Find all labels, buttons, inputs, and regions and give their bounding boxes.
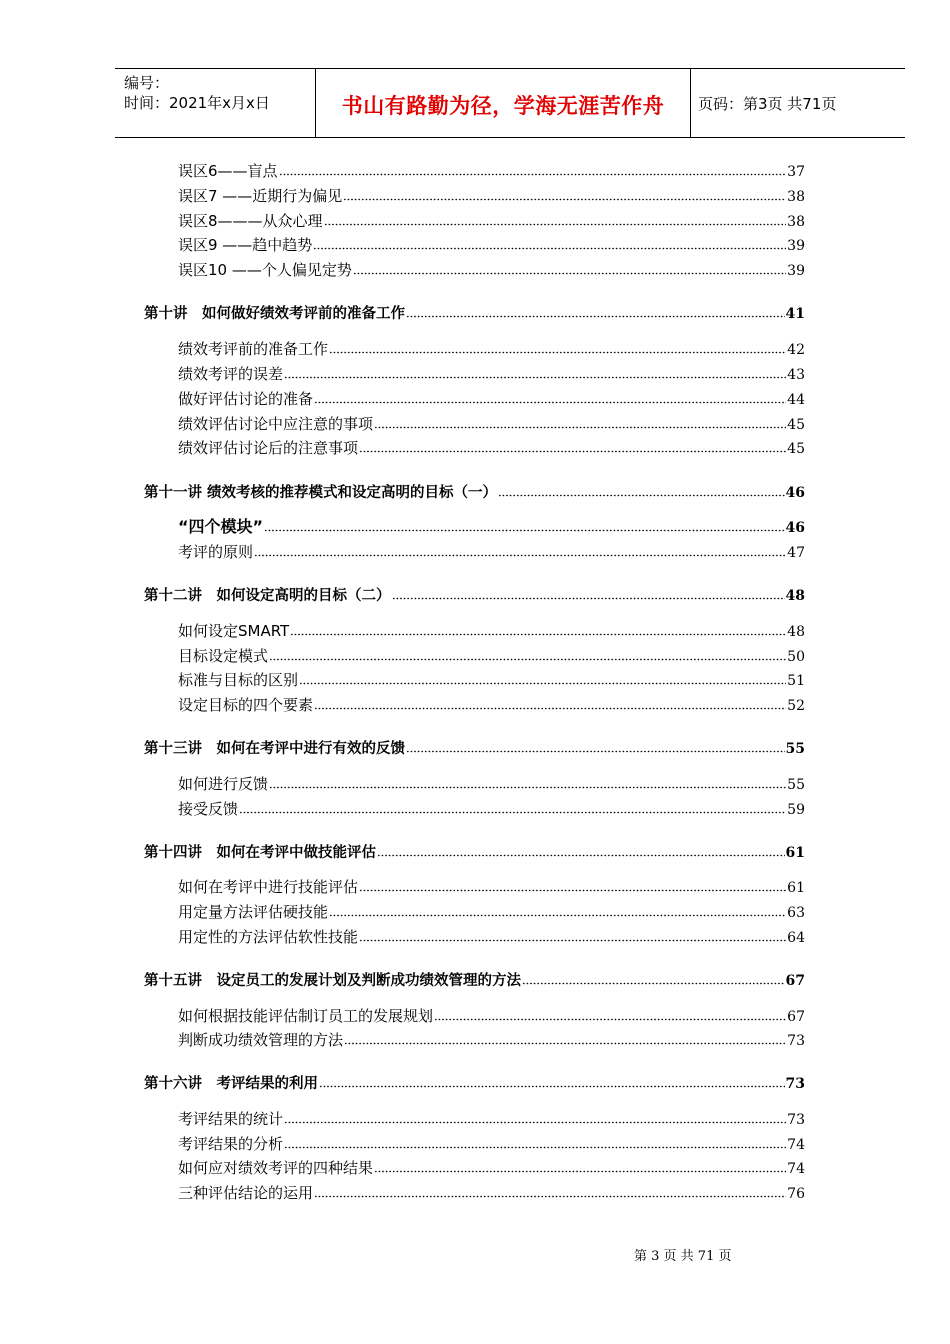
toc-entry-title: 第十讲 如何做好绩效考评前的准备工作 (144, 306, 405, 322)
toc-dot-leader (324, 212, 787, 226)
toc-dot-leader (377, 843, 785, 857)
toc-entry-title: 用定量方法评估硬技能 (178, 903, 329, 921)
toc-entry-title: 绩效评估讨论后的注意事项 (178, 439, 359, 457)
toc-entry-page-number: 41 (785, 306, 805, 322)
page-header (115, 68, 905, 138)
toc-chapter-entry[interactable] (144, 970, 805, 992)
toc-dot-leader (313, 236, 786, 250)
toc-entry-title: “四个模块” (178, 517, 264, 536)
toc-entry-page-number: 73 (785, 1076, 805, 1092)
toc-entry-title: 第十五讲 设定员工的发展计划及判断成功绩效管理的方法 (144, 973, 521, 989)
toc-entry[interactable] (178, 645, 805, 667)
toc-dot-leader (434, 1007, 786, 1021)
toc-dot-leader (329, 903, 786, 917)
toc-dot-leader (329, 340, 786, 354)
toc-entry[interactable] (178, 1029, 805, 1051)
toc-entry-title: 考评结果的统计 (178, 1110, 284, 1128)
toc-entry-page-number: 61 (787, 880, 805, 896)
toc-entry-page-number: 39 (787, 263, 805, 279)
toc-entry-title: 判断成功绩效管理的方法 (178, 1031, 344, 1049)
toc-entry-title: 第十四讲 如何在考评中做技能评估 (144, 845, 376, 861)
toc-dot-leader (359, 878, 786, 892)
toc-entry-page-number: 52 (787, 698, 805, 714)
toc-entry-page-number: 76 (787, 1186, 805, 1202)
toc-entry-page-number: 47 (787, 545, 805, 561)
toc-chapter-entry[interactable] (144, 842, 805, 864)
toc-entry[interactable] (178, 259, 805, 281)
toc-entry-title: 绩效评估讨论中应注意的事项 (178, 415, 374, 433)
toc-dot-leader (284, 365, 786, 379)
toc-entry[interactable] (178, 669, 805, 691)
toc-dot-leader (314, 390, 786, 404)
toc-entry-title: 三种评估结论的运用 (178, 1184, 314, 1202)
toc-dot-leader (284, 1110, 786, 1124)
toc-entry-page-number: 42 (787, 342, 805, 358)
toc-entry-title: 误区9 ——趋中趋势 (178, 236, 313, 254)
toc-dot-leader (406, 304, 785, 318)
toc-entry[interactable] (178, 1182, 805, 1204)
toc-entry[interactable] (178, 437, 805, 459)
toc-dot-leader (353, 261, 786, 275)
toc-entry-title: 如何根据技能评估制订员工的发展规划 (178, 1007, 434, 1025)
toc-entry-page-number: 64 (787, 930, 805, 946)
toc-entry-title: 误区6——盲点 (178, 162, 278, 180)
toc-entry-page-number: 38 (787, 189, 805, 205)
toc-dot-leader (522, 971, 785, 985)
toc-chapter-entry[interactable] (144, 1073, 805, 1095)
toc-entry-page-number: 45 (787, 417, 805, 433)
toc-entry[interactable] (178, 773, 805, 795)
toc-entry-page-number: 44 (787, 392, 805, 408)
toc-entry-page-number: 46 (785, 485, 805, 501)
toc-entry-title: 接受反馈 (178, 800, 239, 818)
toc-entry[interactable] (178, 516, 805, 538)
header-meta-cell (115, 69, 315, 137)
toc-dot-leader (359, 439, 786, 453)
toc-dot-leader (284, 1135, 786, 1149)
toc-entry-page-number: 55 (785, 741, 805, 757)
toc-chapter-entry[interactable] (144, 482, 805, 504)
toc-entry-title: 误区10 ——个人偏见定势 (178, 261, 352, 279)
toc-dot-leader (269, 647, 786, 661)
header-motto: 书山有路勤为径，学海无涯苦作舟 (341, 93, 665, 118)
toc-entry-title: 第十二讲 如何设定高明的目标（二） (144, 588, 391, 604)
toc-entry-title: 误区7 ——近期行为偏见 (178, 187, 343, 205)
toc-entry-title: 如何应对绩效考评的四种结果 (178, 1159, 374, 1177)
toc-entry-page-number: 74 (787, 1137, 805, 1153)
toc-entry[interactable] (178, 338, 805, 360)
toc-entry[interactable] (178, 234, 805, 256)
toc-entry-title: 误区8———从众心理 (178, 212, 323, 230)
toc-entry-title: 目标设定模式 (178, 647, 269, 665)
toc-entry[interactable] (178, 901, 805, 923)
page-footer: 第 3 页 共 71 页 (634, 1249, 732, 1264)
header-motto-cell (315, 69, 691, 137)
toc-dot-leader (239, 800, 786, 814)
toc-entry-page-number: 59 (787, 802, 805, 818)
toc-entry-title: 考评的原则 (178, 543, 254, 561)
toc-dot-leader (254, 543, 786, 557)
toc-chapter-entry[interactable] (144, 738, 805, 760)
toc-dot-leader (279, 162, 787, 176)
toc-entry-title: 做好评估讨论的准备 (178, 390, 314, 408)
toc-entry-page-number: 37 (787, 164, 805, 180)
toc-entry-page-number: 63 (787, 905, 805, 921)
toc-entry-page-number: 50 (787, 649, 805, 665)
toc-entry-page-number: 43 (787, 367, 805, 383)
toc-entry-title: 考评结果的分析 (178, 1135, 284, 1153)
toc-entry[interactable] (178, 620, 805, 642)
toc-entry[interactable] (178, 926, 805, 948)
toc-entry[interactable] (178, 541, 805, 563)
toc-entry[interactable] (178, 363, 805, 385)
toc-dot-leader (359, 928, 786, 942)
toc-chapter-entry[interactable] (144, 303, 805, 325)
toc-chapter-entry[interactable] (144, 585, 805, 607)
toc-dot-leader (343, 187, 786, 201)
header-page-info: 页码：第3页 共71页 (698, 95, 837, 113)
toc-entry[interactable] (178, 185, 805, 207)
toc-entry-title: 绩效考评前的准备工作 (178, 340, 329, 358)
toc-entry-page-number: 61 (785, 845, 805, 861)
toc-entry-page-number: 73 (787, 1033, 805, 1049)
toc-dot-leader (264, 518, 784, 532)
toc-entry-page-number: 67 (787, 1009, 805, 1025)
toc-entry-page-number: 46 (785, 520, 805, 536)
toc-dot-leader (314, 1184, 786, 1198)
toc-entry-page-number: 74 (787, 1161, 805, 1177)
toc-entry[interactable] (178, 694, 805, 716)
toc-entry[interactable] (178, 1133, 805, 1155)
toc-entry-title: 第十三讲 如何在考评中进行有效的反馈 (144, 741, 405, 757)
toc-entry-title: 用定性的方法评估软性技能 (178, 928, 359, 946)
toc-entry[interactable] (178, 413, 805, 435)
toc-entry-title: 第十一讲 绩效考核的推荐模式和设定高明的目标（一） (144, 485, 498, 501)
toc-entry-title: 设定目标的四个要素 (178, 696, 314, 714)
toc-dot-leader (344, 1031, 786, 1045)
toc-dot-leader (299, 671, 786, 685)
toc-entry-page-number: 67 (785, 973, 805, 989)
document-time-label: 时间：2021年x月x日 (124, 94, 270, 112)
toc-dot-leader (374, 415, 786, 429)
toc-entry[interactable] (178, 160, 805, 182)
toc-dot-leader (319, 1074, 785, 1088)
toc-entry-title: 绩效考评的误差 (178, 365, 284, 383)
toc-dot-leader (498, 483, 784, 497)
toc-entry-page-number: 51 (787, 673, 805, 689)
header-page-cell (690, 69, 905, 137)
toc-entry-page-number: 55 (787, 777, 805, 793)
toc-dot-leader (269, 775, 786, 789)
toc-entry-title: 如何设定SMART (178, 622, 290, 640)
toc-entry[interactable] (178, 388, 805, 410)
toc-entry-page-number: 39 (787, 238, 805, 254)
toc-entry-page-number: 73 (787, 1112, 805, 1128)
toc-entry-title: 标准与目标的区别 (178, 671, 299, 689)
toc-entry[interactable] (178, 798, 805, 820)
toc-entry[interactable] (178, 1005, 805, 1027)
document-number-label: 编号： (124, 74, 170, 92)
toc-dot-leader (314, 696, 786, 710)
toc-entry-page-number: 38 (787, 214, 805, 230)
toc-dot-leader (406, 739, 785, 753)
toc-entry-page-number: 48 (787, 624, 805, 640)
toc-entry[interactable] (178, 210, 805, 232)
toc-entry-title: 如何进行反馈 (178, 775, 269, 793)
toc-entry[interactable] (178, 1108, 805, 1130)
toc-entry-title: 如何在考评中进行技能评估 (178, 878, 359, 896)
toc-entry[interactable] (178, 1157, 805, 1179)
toc-dot-leader (290, 622, 786, 636)
toc-entry-page-number: 45 (787, 441, 805, 457)
toc-entry-title: 第十六讲 考评结果的利用 (144, 1076, 318, 1092)
toc-entry-page-number: 48 (785, 588, 805, 604)
toc-entry[interactable] (178, 876, 805, 898)
toc-dot-leader (374, 1159, 786, 1173)
toc-dot-leader (392, 586, 785, 600)
